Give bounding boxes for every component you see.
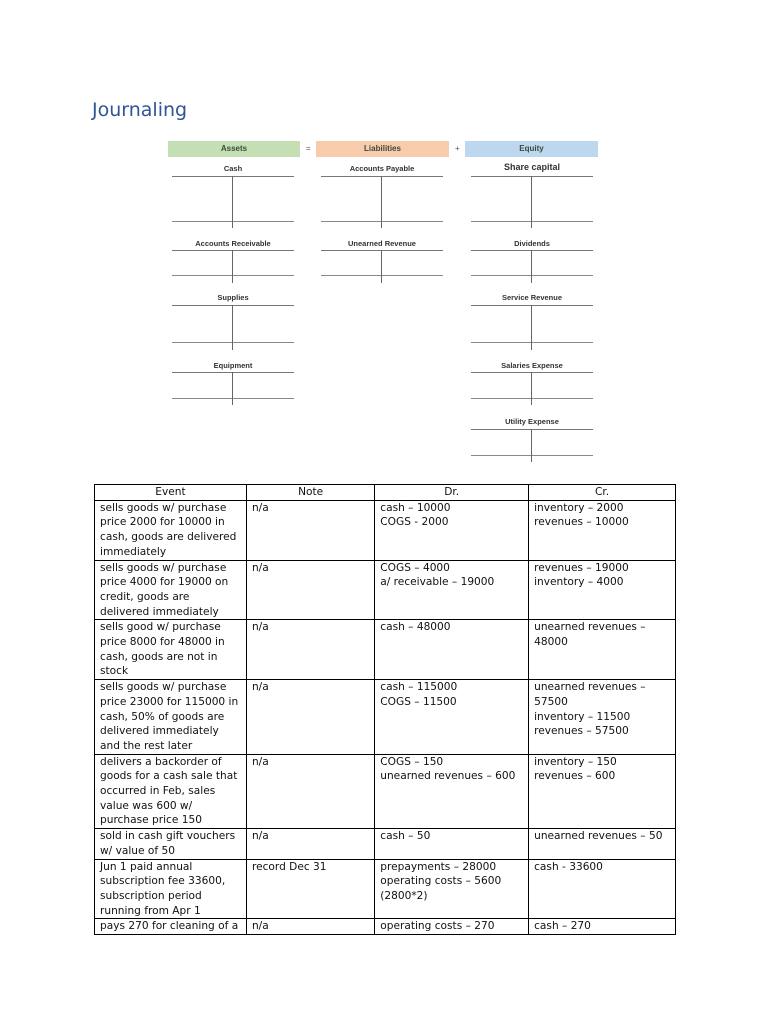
table-row — [95, 500, 676, 560]
cr-line: cash - 33600 — [534, 860, 603, 873]
t-account-divider — [531, 429, 532, 462]
t-account-bottom-line — [471, 275, 593, 276]
t-account-divider — [232, 305, 233, 350]
event-line: subscription fee 33600, — [100, 875, 226, 888]
note-text: n/a — [251, 681, 269, 694]
event-line: goods for a cash sale that — [100, 770, 238, 783]
t-account-label: Salaries Expense — [501, 361, 563, 370]
cell-note — [246, 829, 374, 859]
event-line: cash, 50% of goods are — [100, 710, 225, 723]
cr-line: revenues – 57500 — [534, 725, 629, 738]
plus-sign: + — [455, 144, 460, 153]
dr-line: cash – 10000 — [380, 501, 451, 514]
t-account-divider — [531, 305, 532, 350]
event-line: immediately — [100, 545, 167, 558]
cell-dr — [375, 620, 529, 680]
cell-cr — [529, 829, 676, 859]
event-line: purchase price 150 — [100, 814, 202, 827]
cell-dr — [375, 859, 529, 919]
cr-line: revenues – 600 — [534, 770, 616, 783]
cell-cr — [529, 500, 676, 560]
event-line: value was 600 w/ — [100, 799, 193, 812]
t-account-divider — [531, 250, 532, 283]
t-account-top-line — [471, 176, 593, 177]
cr-line: inventory – 4000 — [534, 576, 624, 589]
dr-line: a/ receivable – 19000 — [380, 576, 495, 589]
dr-line: unearned revenues – 600 — [380, 770, 516, 783]
event-line: sells good w/ purchase — [100, 621, 221, 634]
t-account-top-line — [471, 429, 593, 430]
event-line: pays 270 for cleaning of a — [100, 920, 239, 933]
t-account — [471, 163, 593, 172]
event-line: delivers a backorder of — [100, 755, 222, 768]
cell-note — [246, 859, 374, 919]
cell-event — [95, 680, 247, 755]
t-account — [172, 361, 294, 370]
dr-line: COGS – 4000 — [380, 561, 450, 574]
cr-line: inventory – 2000 — [534, 501, 624, 514]
t-account-bottom-line — [321, 221, 443, 222]
t-account-top-line — [321, 250, 443, 251]
t-account-divider — [531, 372, 532, 405]
dr-line: (2800*2) — [380, 889, 428, 902]
t-account-label: Equipment — [213, 361, 253, 370]
cr-line: revenues – 10000 — [534, 516, 629, 529]
page-title: Journaling — [92, 99, 188, 121]
liabilities-header: Liabilities — [316, 141, 449, 157]
event-line: cash, goods are delivered — [100, 531, 237, 544]
journal-table — [94, 484, 676, 935]
event-line: price 8000 for 48000 in — [100, 636, 225, 649]
dr-line: COGS – 150 — [380, 755, 444, 768]
t-account-bottom-line — [471, 342, 593, 343]
t-account-label: Utility Expense — [505, 417, 559, 426]
cr-line: revenues – 19000 — [534, 561, 629, 574]
cell-note — [246, 919, 374, 935]
cell-dr — [375, 500, 529, 560]
dr-line: cash – 48000 — [380, 621, 451, 634]
cell-cr — [529, 754, 676, 829]
t-account-bottom-line — [172, 342, 294, 343]
cell-cr — [529, 680, 676, 755]
event-line: sells goods w/ purchase — [100, 561, 227, 574]
cell-event — [95, 500, 247, 560]
t-account-bottom-line — [321, 275, 443, 276]
event-line: w/ value of 50 — [100, 844, 175, 857]
event-line: sells goods w/ purchase — [100, 501, 227, 514]
cell-event — [95, 754, 247, 829]
cell-cr — [529, 620, 676, 680]
cell-event — [95, 919, 247, 935]
table-row — [95, 919, 676, 935]
cell-dr — [375, 919, 529, 935]
t-account-bottom-line — [172, 221, 294, 222]
event-line: subscription period — [100, 889, 202, 902]
t-account-label: Cash — [223, 164, 243, 173]
header-event: Event — [95, 485, 247, 501]
cell-event — [95, 560, 247, 620]
cr-line: unearned revenues – 50 — [534, 830, 663, 843]
t-account-divider — [232, 372, 233, 405]
cell-event — [95, 859, 247, 919]
table-row — [95, 754, 676, 829]
t-account — [172, 164, 294, 173]
event-line: stock — [100, 665, 129, 678]
t-account-top-line — [172, 176, 294, 177]
dr-line: COGS - 2000 — [380, 516, 449, 529]
event-line: sold in cash gift vouchers — [100, 830, 236, 843]
header-note: Note — [246, 485, 374, 501]
event-line: sells goods w/ purchase — [100, 681, 227, 694]
t-account — [471, 293, 593, 302]
cell-dr — [375, 560, 529, 620]
cell-dr — [375, 754, 529, 829]
t-account — [471, 361, 593, 370]
cell-note — [246, 754, 374, 829]
cell-note — [246, 500, 374, 560]
t-account-top-line — [321, 176, 443, 177]
event-line: Jun 1 paid annual — [100, 860, 193, 873]
event-line: delivered immediately — [100, 605, 219, 618]
t-account-label: Service Revenue — [501, 293, 563, 302]
header-dr: Dr. — [375, 485, 529, 501]
assets-header: Assets — [168, 141, 300, 157]
cell-note — [246, 680, 374, 755]
event-line: cash, goods are not in — [100, 650, 218, 663]
cell-dr — [375, 680, 529, 755]
cell-event — [95, 620, 247, 680]
table-row — [95, 829, 676, 859]
t-account — [321, 164, 443, 173]
t-account-top-line — [471, 250, 593, 251]
cell-note — [246, 620, 374, 680]
t-account-top-line — [172, 305, 294, 306]
t-account — [321, 239, 443, 248]
note-text: n/a — [251, 501, 269, 514]
dr-line: operating costs – 5600 — [380, 875, 502, 888]
table-row — [95, 859, 676, 919]
t-account-divider — [381, 250, 382, 283]
t-account-divider — [381, 176, 382, 228]
t-account-label: Supplies — [217, 293, 249, 302]
t-account-label: Share capital — [503, 162, 561, 172]
t-account-bottom-line — [471, 221, 593, 222]
t-account-divider — [531, 176, 532, 228]
cell-dr — [375, 829, 529, 859]
cr-line: 57500 — [534, 695, 568, 708]
t-account-label: Accounts Receivable — [195, 239, 271, 248]
t-account-bottom-line — [471, 455, 593, 456]
event-line: occurred in Feb, sales — [100, 785, 216, 798]
t-account-top-line — [471, 305, 593, 306]
table-row — [95, 620, 676, 680]
event-line: credit, goods are — [100, 590, 190, 603]
table-row — [95, 680, 676, 755]
cr-line: 48000 — [534, 636, 568, 649]
t-account — [471, 239, 593, 248]
event-line: and the rest later — [100, 739, 193, 752]
t-account-label: Dividends — [514, 239, 550, 248]
table-header-row — [95, 485, 676, 501]
t-account-label: Accounts Payable — [349, 164, 415, 173]
t-account-label: Unearned Revenue — [348, 239, 416, 248]
cell-cr — [529, 560, 676, 620]
cell-cr — [529, 919, 676, 935]
t-account — [471, 417, 593, 426]
dr-line: cash – 115000 — [380, 681, 458, 694]
note-text: record Dec 31 — [251, 860, 327, 873]
event-line: price 4000 for 19000 on — [100, 576, 229, 589]
equity-header: Equity — [465, 141, 598, 157]
header-cr: Cr. — [529, 485, 676, 501]
cell-cr — [529, 859, 676, 919]
equals-sign: = — [306, 144, 311, 153]
t-account — [172, 293, 294, 302]
t-account-top-line — [471, 372, 593, 373]
note-text: n/a — [251, 830, 269, 843]
t-account-bottom-line — [471, 398, 593, 399]
cr-line: cash – 270 — [534, 920, 591, 933]
cell-event — [95, 829, 247, 859]
t-account-bottom-line — [172, 398, 294, 399]
event-line: price 2000 for 10000 in — [100, 516, 225, 529]
t-account-divider — [232, 250, 233, 283]
note-text: n/a — [251, 621, 269, 634]
dr-line: prepayments – 28000 — [380, 860, 497, 873]
dr-line: cash – 50 — [380, 830, 431, 843]
note-text: n/a — [251, 920, 269, 933]
note-text: n/a — [251, 561, 269, 574]
table-row — [95, 560, 676, 620]
event-line: price 23000 for 115000 in — [100, 695, 239, 708]
t-account-top-line — [172, 250, 294, 251]
cr-line: inventory – 11500 — [534, 710, 631, 723]
t-account-divider — [232, 176, 233, 228]
cell-note — [246, 560, 374, 620]
t-account-bottom-line — [172, 275, 294, 276]
note-text: n/a — [251, 755, 269, 768]
t-account — [172, 239, 294, 248]
cr-line: inventory – 150 — [534, 755, 617, 768]
event-line: running from Apr 1 — [100, 904, 201, 917]
dr-line: operating costs – 270 — [380, 920, 495, 933]
cr-line: unearned revenues – — [534, 681, 646, 694]
t-account-top-line — [172, 372, 294, 373]
dr-line: COGS – 11500 — [380, 695, 457, 708]
event-line: delivered immediately — [100, 725, 219, 738]
cr-line: unearned revenues – — [534, 621, 646, 634]
